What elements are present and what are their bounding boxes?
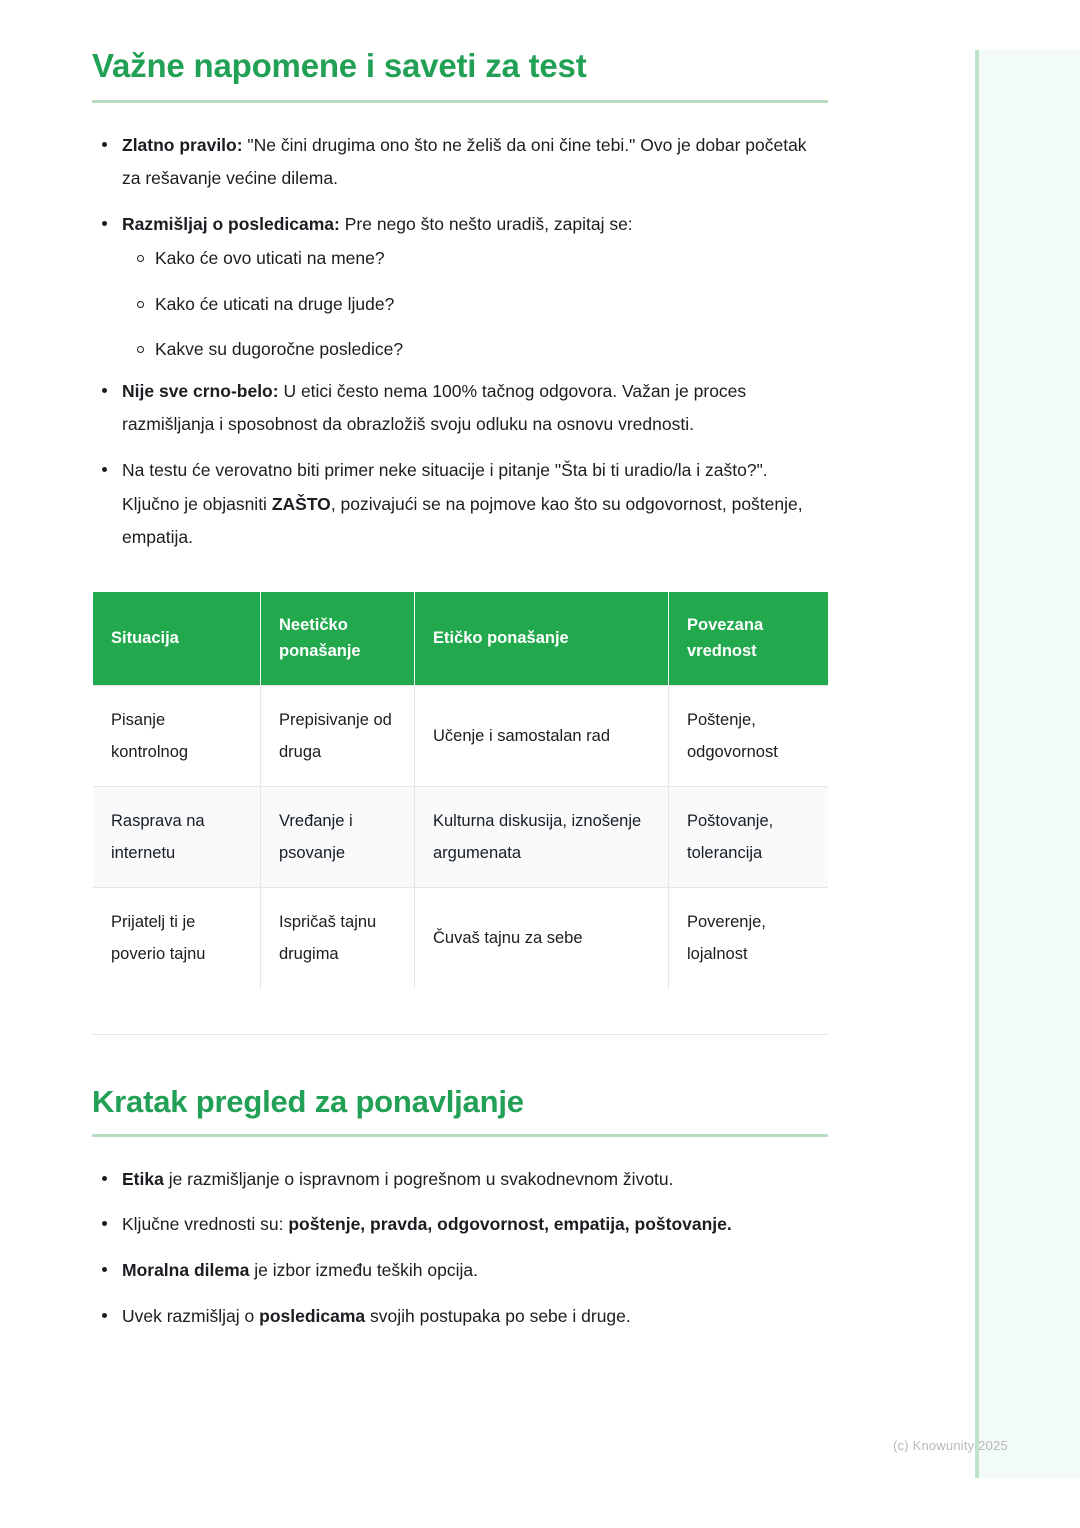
document-content: [92, 46, 828, 1345]
bullet-body-text-tail: svojih postupaka po sebe i druge.: [365, 1305, 631, 1326]
list-item: Kako će uticati na druge ljude?: [122, 291, 828, 318]
table-column-header: Etičko ponašanje: [415, 591, 669, 685]
list-item: [92, 454, 828, 555]
right-accent-panel: [975, 50, 1080, 1478]
table-cell: Ispričaš tajnu drugima: [261, 888, 415, 989]
list-item: [92, 1208, 828, 1242]
section-heading-summary: Kratak pregled za ponavljanje: [92, 1083, 524, 1119]
list-item: [92, 1254, 828, 1288]
bullet-body-text: Pre nego što nešto uradiš, zapitaj se:: [339, 213, 633, 234]
table-row: [93, 888, 829, 989]
table-cell: Učenje i samostalan rad: [415, 685, 669, 786]
ethics-comparison-table: [92, 591, 829, 990]
bullet-lead-text: Zlatno pravilo:: [122, 134, 243, 155]
table-cell: Poštenje, odgovornost: [669, 685, 829, 786]
list-item: [92, 1300, 828, 1334]
bullet-body-text: U etici često nema 100% tačnog odgovora. Važan je proces razmišljanja i sposobnost da obrazložiš svoju odluku na osnovu vrednosti.: [122, 380, 747, 435]
bullet-body-text: Na testu će verovatno biti primer neke situacije i pitanje "Šta bi ti uradio/la i zašto?". Ključno je objasniti: [122, 459, 768, 514]
table-body: [93, 685, 829, 989]
summary-underline-rule: [92, 1134, 828, 1137]
list-item: [92, 208, 828, 363]
table-row: [93, 786, 829, 887]
bullet-body-text: je razmišljanje o ispravnom i pogrešnom u svakodnevnom životu.: [163, 1168, 674, 1189]
table-cell: Vređanje i psovanje: [261, 786, 415, 887]
tips-bullet-list: [92, 129, 828, 555]
bullet-emphasis-text: posledicama: [259, 1305, 366, 1326]
bullet-lead-text: Nije sve crno-belo:: [122, 380, 279, 401]
table-header: [93, 591, 829, 685]
bullet-lead-text: Etika: [122, 1168, 164, 1189]
summary-bullet-list: [92, 1163, 828, 1333]
list-item: [92, 129, 828, 196]
table-cell: Rasprava na internetu: [93, 786, 261, 887]
table-column-header: Neetičko ponašanje: [261, 591, 415, 685]
table-cell: Poverenje, lojalnost: [669, 888, 829, 989]
bullet-lead-text: Razmišljaj o posledicama:: [122, 213, 340, 234]
list-item: Kakve su dugoročne posledice?: [122, 336, 828, 363]
table-cell: Pisanje kontrolnog: [93, 685, 261, 786]
table-cell: Poštovanje, tolerancija: [669, 786, 829, 887]
bullet-body-text: Uvek razmišljaj o: [122, 1305, 260, 1326]
table-cell: Prijatelj ti je poverio tajnu: [93, 888, 261, 989]
bullet-body-text: "Ne čini drugima ono što ne želiš da oni čine tebi." Ovo je dobar početak za rešavanje većine dilema.: [122, 134, 807, 189]
title-underline-rule: [92, 100, 828, 103]
table-row: [93, 685, 829, 786]
bullet-body-text: Ključne vrednosti su:: [122, 1214, 289, 1235]
bullet-body-text: je izbor između teških opcija.: [249, 1259, 478, 1280]
section-divider: [92, 1034, 828, 1035]
bullet-emphasis-text: ZAŠTO: [271, 493, 331, 514]
table-cell: Prepisivanje od druga: [261, 685, 415, 786]
bullet-lead-text: Moralna dilema: [122, 1259, 250, 1280]
table-cell: Kulturna diskusija, iznošenje argumenata: [415, 786, 669, 887]
list-item: [92, 1163, 828, 1197]
bullet-emphasis-text: poštenje, pravda, odgovornost, empatija, poštovanje.: [288, 1214, 732, 1235]
copyright-watermark: (c) Knowunity 2025: [893, 1438, 1008, 1453]
table-header-row: [93, 591, 829, 685]
table-column-header: Situacija: [93, 591, 261, 685]
table-column-header: Povezana vrednost: [669, 591, 829, 685]
list-item: Kako će ovo uticati na mene?: [122, 245, 828, 272]
bullet-body-text-tail: , pozivajući se na pojmove kao što su odgovornost, poštenje, empatija.: [122, 493, 803, 548]
table-cell: Čuvaš tajnu za sebe: [415, 888, 669, 989]
page-title: Važne napomene i saveti za test: [92, 47, 587, 84]
list-item: [92, 375, 828, 442]
questions-sublist: [122, 245, 828, 362]
